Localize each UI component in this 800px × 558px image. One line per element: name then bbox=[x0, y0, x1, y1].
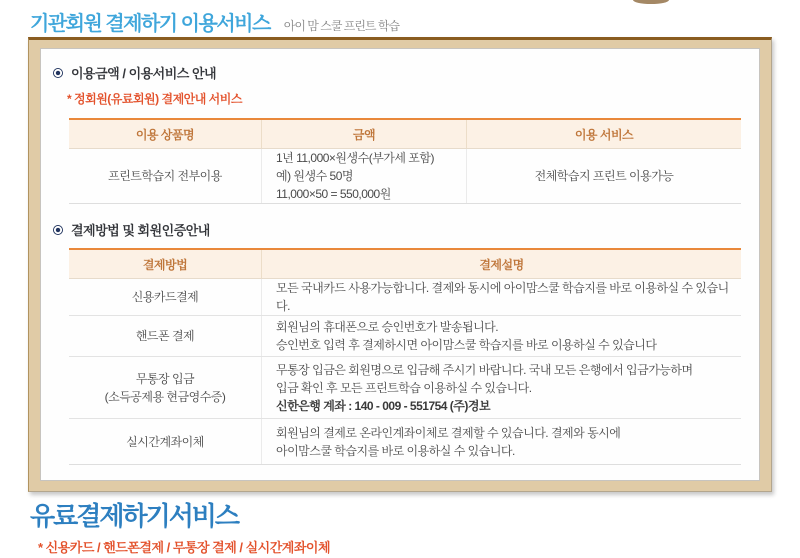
usage-note: * 정회원(유료회원) 결제안내 서비스 bbox=[67, 92, 242, 106]
payment-table-header-row bbox=[69, 250, 741, 279]
payment-desc-line: 회원님의 결제로 온라인계좌이체로 결제할 수 있습니다. 결제와 동시에 bbox=[276, 425, 621, 440]
usage-table-header-price: 금액 bbox=[261, 120, 466, 148]
page-subtitle: 아이 맘 스쿨 프린트 학습 bbox=[283, 19, 400, 33]
payment-table bbox=[69, 248, 741, 465]
section-payment-heading bbox=[53, 220, 210, 239]
payment-desc-line: 입금 확인 후 모든 프린트학습 이용하실 수 있습니다. bbox=[276, 380, 532, 395]
usage-service-cell: 전체학습지 프린트 이용가능 bbox=[466, 149, 741, 203]
payment-desc-line: 무통장 입금은 회원명으로 입금해 주시기 바랍니다. 국내 모든 은행에서 입금가능하며 bbox=[276, 362, 693, 377]
payment-method-cell: 핸드폰 결제 bbox=[135, 329, 195, 343]
payment-method-cell: 신용카드결제 bbox=[131, 290, 199, 304]
usage-table-row bbox=[69, 149, 741, 203]
usage-table-header-product: 이용 상품명 bbox=[135, 128, 195, 142]
payment-row-realtime-transfer bbox=[69, 418, 741, 464]
bullet-icon bbox=[53, 225, 63, 235]
content-frame-inner bbox=[40, 48, 760, 481]
payment-table-header-desc: 결제설명 bbox=[261, 250, 741, 278]
top-decoration bbox=[633, 0, 669, 4]
content-frame bbox=[28, 37, 772, 492]
payment-desc-cell bbox=[261, 357, 741, 418]
payment-row-mobile bbox=[69, 315, 741, 356]
usage-table-header-row bbox=[69, 120, 741, 149]
bullet-icon bbox=[53, 68, 63, 78]
payment-row-credit-card bbox=[69, 279, 741, 315]
page-header bbox=[30, 7, 399, 36]
payment-desc-cell bbox=[261, 419, 741, 464]
section-usage-heading bbox=[53, 63, 216, 82]
footer-heading: 유료결제하기서비스 bbox=[30, 501, 239, 531]
bank-account-line: 신한은행 계좌 : 140 - 009 - 551754 (주)경보 bbox=[276, 398, 491, 413]
section-usage-heading-label: 이용금액 / 이용서비스 안내 bbox=[71, 66, 217, 81]
usage-price-line: 11,000×50 = 550,000원 bbox=[276, 187, 391, 201]
payment-desc-cell bbox=[261, 316, 741, 356]
payment-desc-line: 회원님의 휴대폰으로 승인번호가 발송됩니다. bbox=[276, 320, 499, 334]
usage-table-header-service: 이용 서비스 bbox=[466, 120, 741, 148]
payment-method-line: (소득공제용 현금영수증) bbox=[104, 389, 226, 404]
payment-desc-line: 모든 국내카드 사용가능합니다. 결제와 동시에 아이맘스쿨 학습지를 바로 이용하실 수 있습니다. bbox=[276, 281, 729, 313]
section-payment-heading-label: 결제방법 및 회원인증안내 bbox=[71, 223, 210, 238]
usage-price-line: 1년 11,000×원생수(부가세 포함) bbox=[276, 151, 434, 165]
payment-method-line: 무통장 입금 bbox=[135, 371, 195, 386]
usage-price-line: 예) 원생수 50명 bbox=[276, 169, 353, 183]
footer-note: * 신용카드 / 핸드폰결제 / 무통장 결제 / 실시간계좌이체 bbox=[38, 540, 331, 555]
payment-desc-line: 승인번호 입력 후 결제하시면 아이맘스쿨 학습지를 바로 이용하실 수 있습니다 bbox=[276, 338, 657, 352]
usage-product-cell: 프린트학습지 전부이용 bbox=[108, 169, 222, 183]
payment-method-cell bbox=[69, 357, 261, 418]
payment-row-bank-deposit bbox=[69, 356, 741, 418]
usage-table bbox=[69, 118, 741, 204]
page-title: 기관회원 결제하기 이용서비스 bbox=[30, 13, 270, 35]
payment-desc-cell bbox=[261, 279, 741, 315]
payment-method-cell: 실시간계좌이체 bbox=[126, 434, 204, 449]
usage-price-cell bbox=[261, 149, 466, 203]
payment-desc-line: 아이맘스쿨 학습지를 바로 이용하실 수 있습니다. bbox=[276, 443, 515, 458]
payment-table-header-method: 결제방법 bbox=[142, 258, 188, 272]
